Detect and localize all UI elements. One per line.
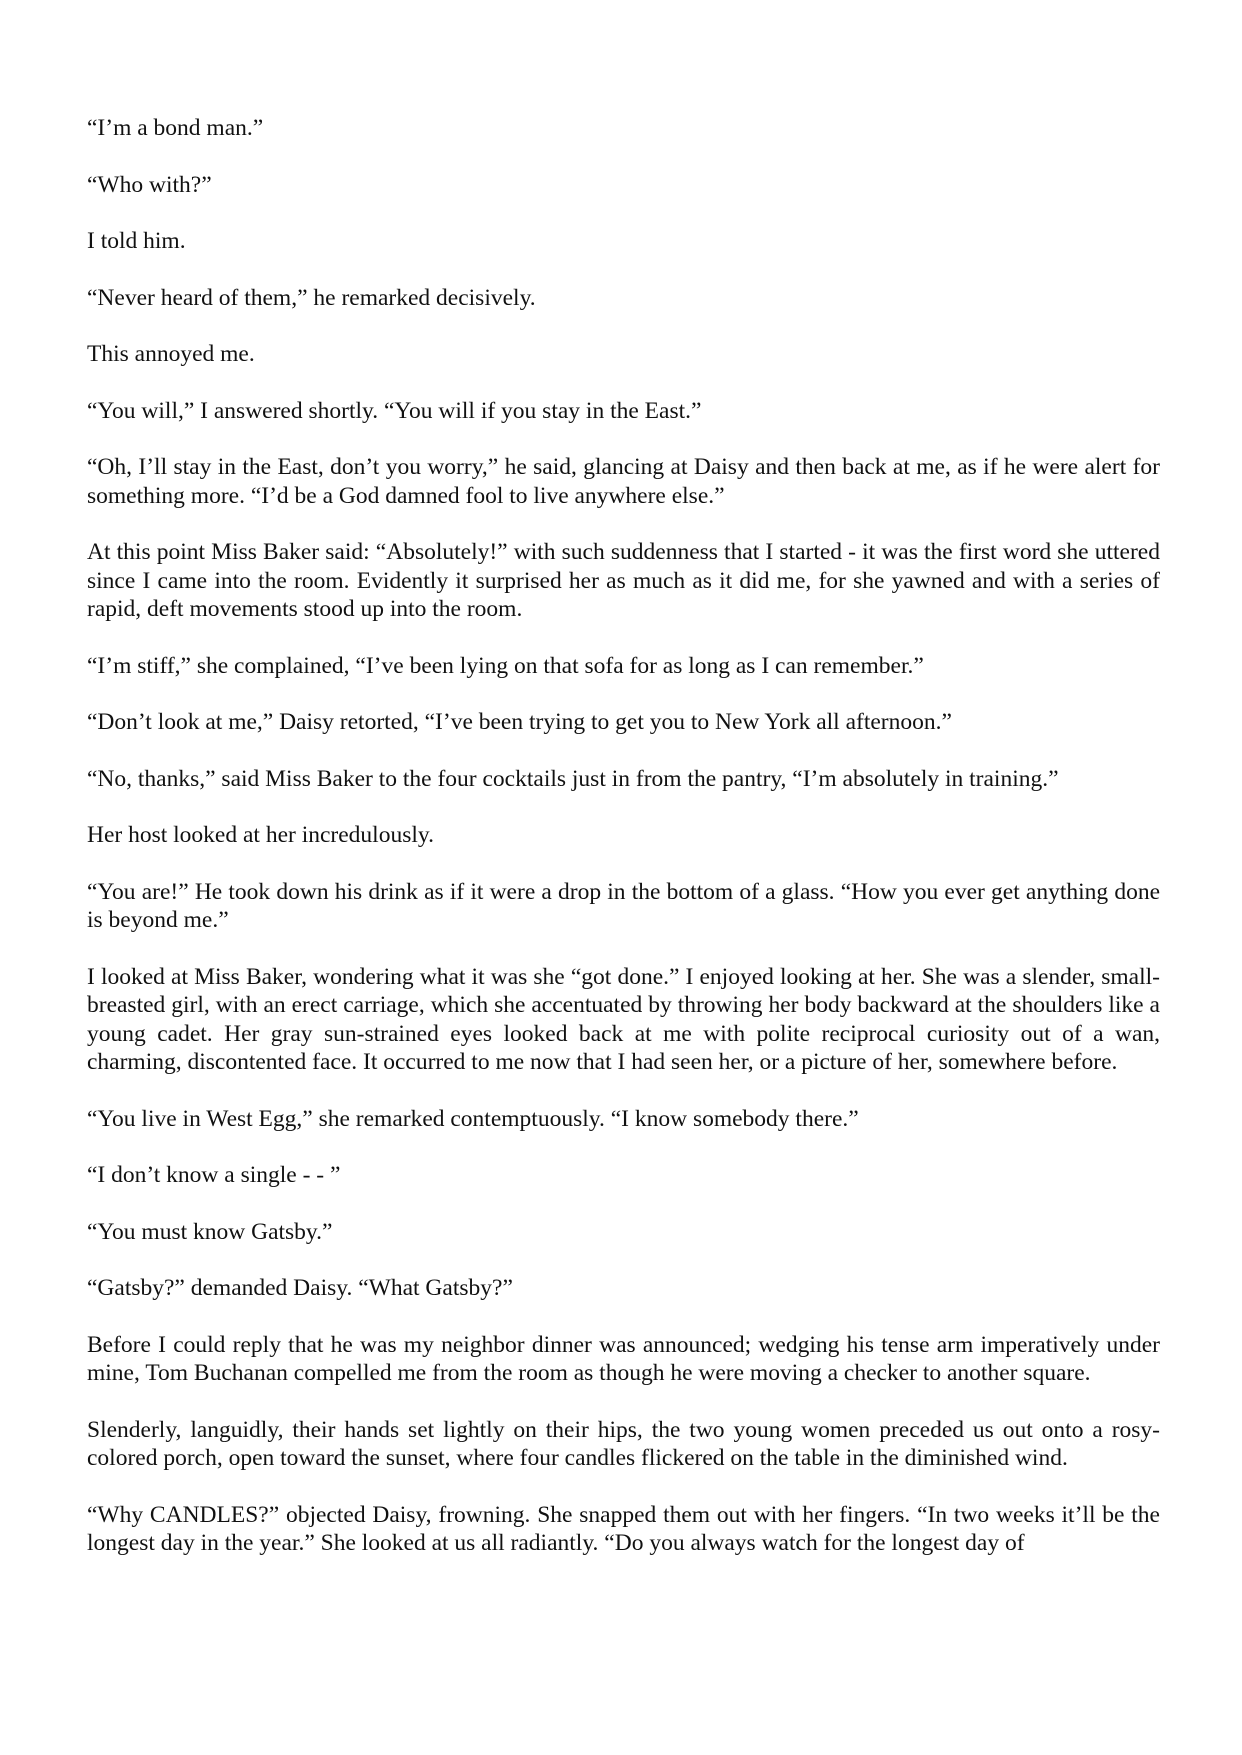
paragraph: “Gatsby?” demanded Daisy. “What Gatsby?” (87, 1275, 513, 1301)
paragraph: “You must know Gatsby.” (87, 1218, 333, 1245)
paragraph: Before I could reply that he was my neighbor dinner was announced; wedging his tense arm imperatively under mine, Tom Buchanan compelled me from the room as though he were moving a checker to another square. (87, 1331, 1160, 1386)
paragraph: “Who with?” (87, 171, 212, 198)
paragraph: “Never heard of them,” he remarked decisively. (87, 284, 536, 311)
paragraph: “Why CANDLES?” objected Daisy, frowning. She snapped them out with her fingers. “In two weeks it’ll be the longest day in the year.” She looked at us all radiantly. “Do you always watch for the longest day of (87, 1501, 1160, 1556)
paragraph: “I don’t know a single - - ” (87, 1162, 341, 1188)
paragraph: “Oh, I’ll stay in the East, don’t you worry,” he said, glancing at Daisy and then back at me, as if he were alert for something more. “I’d be a God damned fool to live anywhere else.” (87, 454, 1160, 509)
paragraph: “You will,” I answered shortly. “You will if you stay in the East.” (87, 397, 702, 424)
paragraph: I told him. (87, 228, 186, 254)
paragraph: I looked at Miss Baker, wondering what it was she “got done.” I enjoyed looking at her. She was a slender, small-breasted girl, with an erect carriage, which she accentuated by throwing her body backward at the shoulders like a young cadet. Her gray sun-strained eyes looked back at me with polite reciprocal curiosity out of a wan, charming, discontented face. It occurred to me now that I had seen her, or a picture of her, somewhere before. (87, 963, 1160, 1075)
paragraph: “You live in West Egg,” she remarked contemptuously. “I know somebody there.” (87, 1105, 859, 1132)
paragraph: At this point Miss Baker said: “Absolutely!” with such suddenness that I started - it was the first word she uttered since I came into the room. Evidently it surprised her as much as it did me, for she yawned and with a series of rapid, deft movements stood up into the room. (87, 539, 1160, 622)
body-text (87, 114, 1160, 1586)
paragraph: “Don’t look at me,” Daisy retorted, “I’ve been trying to get you to New York all afternoon.” (87, 709, 952, 735)
paragraph: “You are!” He took down his drink as if it were a drop in the bottom of a glass. “How you ever get anything done is beyond me.” (87, 878, 1160, 933)
paragraph: Slenderly, languidly, their hands set lightly on their hips, the two young women preceded us out onto a rosy-colored porch, open toward the sunset, where four candles flickered on the table in the diminished wind. (87, 1416, 1160, 1471)
paragraph: “No, thanks,” said Miss Baker to the four cocktails just in from the pantry, “I’m absolutely in training.” (87, 765, 1059, 792)
paragraph: “I’m a bond man.” (87, 115, 264, 141)
paragraph: This annoyed me. (87, 341, 255, 367)
paragraph: Her host looked at her incredulously. (87, 822, 434, 848)
paragraph: “I’m stiff,” she complained, “I’ve been lying on that sofa for as long as I can remember.” (87, 652, 924, 679)
